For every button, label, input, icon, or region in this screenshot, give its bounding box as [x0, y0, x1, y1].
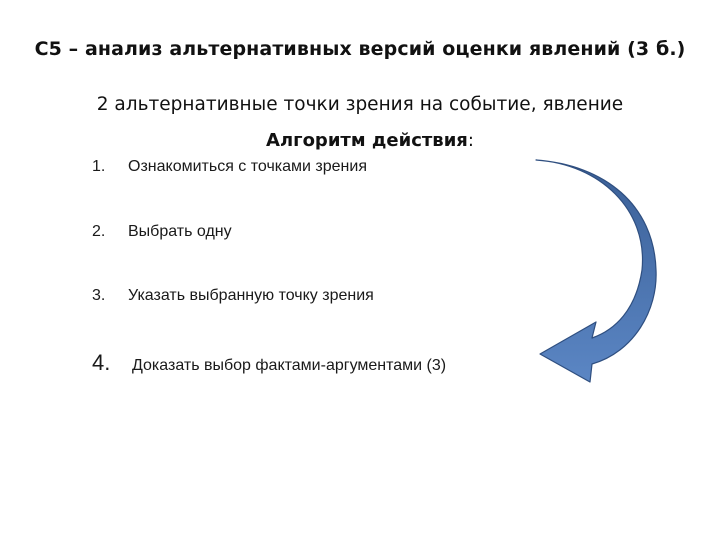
steps-list: [92, 0, 552, 540]
step-text: Выбрать одну: [128, 223, 232, 240]
step-number: 2.: [92, 223, 106, 240]
step-item: [92, 350, 446, 376]
step-text: Доказать выбор фактами-аргументами (3): [132, 357, 447, 374]
subtitle: 2 альтернативные точки зрения на событие, явление: [96, 94, 624, 115]
step-item: [92, 158, 367, 176]
step-text: Ознакомиться с точками зрения: [128, 158, 367, 175]
curved-arrow-icon: [530, 150, 660, 390]
algorithm-heading-text: Алгоритм действия: [266, 130, 468, 151]
step-item: [92, 223, 232, 241]
step-number: 3.: [92, 287, 106, 304]
step-number: 1.: [92, 158, 106, 175]
step-text: Указать выбранную точку зрения: [128, 287, 374, 304]
algorithm-heading-colon: :: [467, 130, 474, 151]
step-number: 4.: [92, 350, 111, 375]
step-item: [92, 287, 374, 305]
slide-title: C5 – анализ альтернативных версий оценки явлений (3 б.): [34, 38, 686, 60]
